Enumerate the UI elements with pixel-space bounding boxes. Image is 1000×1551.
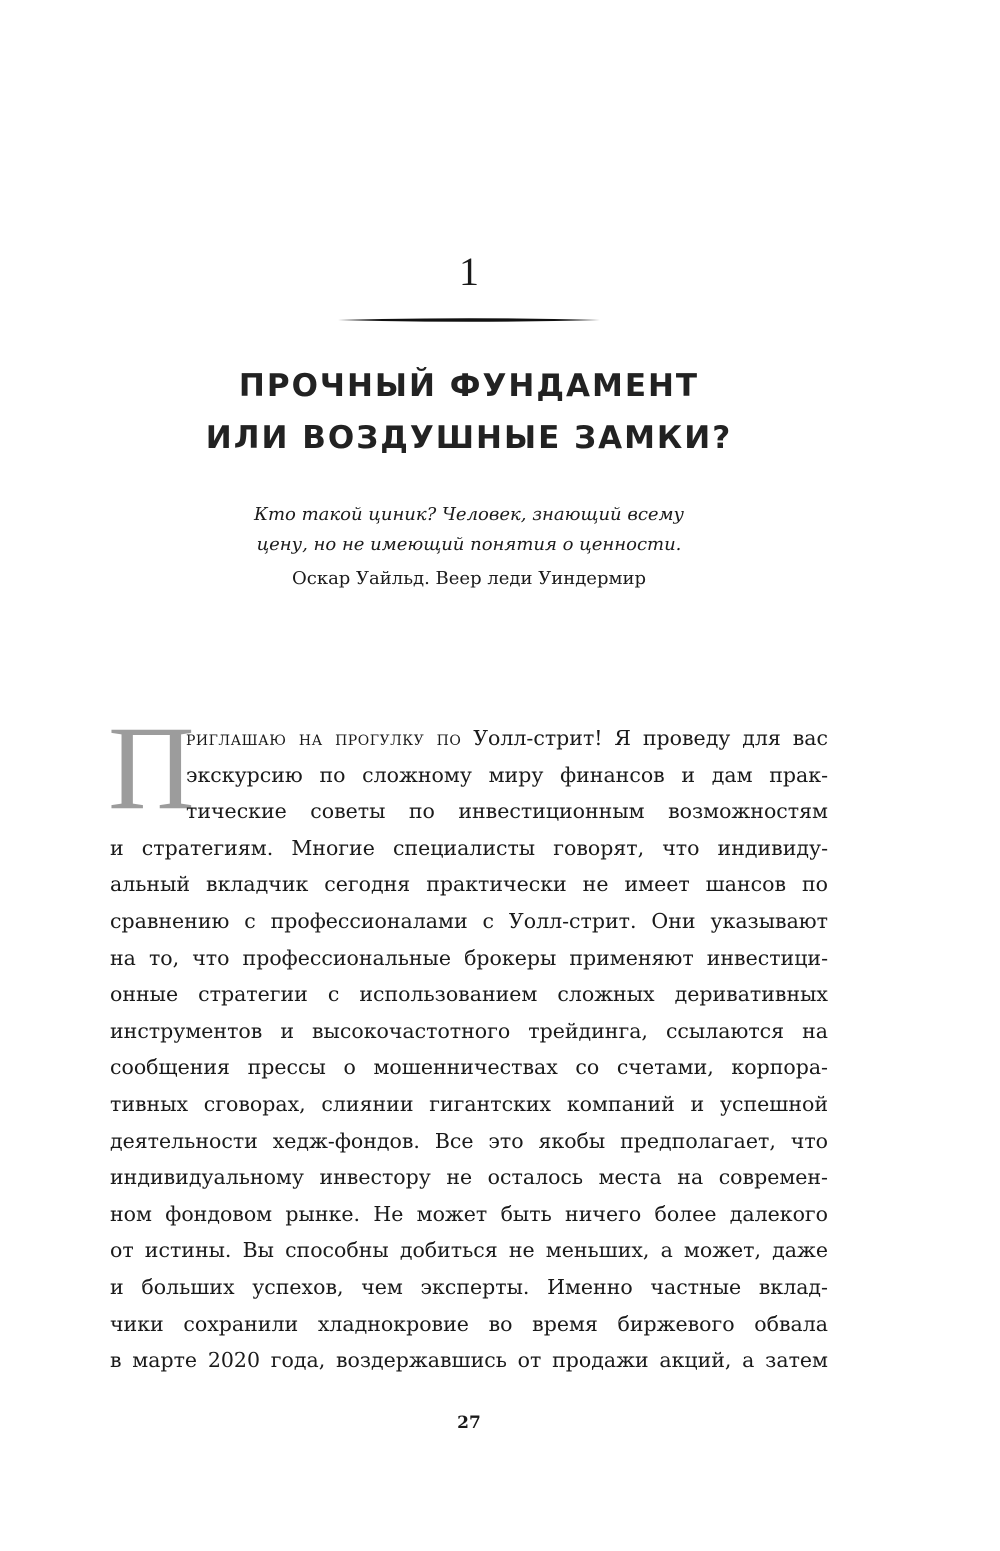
- epigraph-quote-line-2: цену, но не имеющий понятия о ценности.: [256, 534, 682, 555]
- body-line-17: чики сохранили хладнокровие во время биржевого обвала: [110, 1311, 828, 1336]
- drop-cap: П: [108, 701, 195, 834]
- body-line-1-rest: Уолл-стрит! Я проведу для вас: [461, 726, 828, 750]
- body-line-9: инструментов и высокочастотного трейдинга, ссылаются на: [110, 1018, 828, 1043]
- body-line-5: альный вкладчик сегодня практически не имеет шансов по: [110, 872, 828, 897]
- body-line-3: тические советы по инвестиционным возможностям: [186, 799, 828, 824]
- body-line-8: онные стратегии с использованием сложных деривативных: [110, 982, 828, 1007]
- body-line-18: в марте 2020 года, воздержавшись от продажи акций, а затем: [110, 1348, 828, 1373]
- body-paragraph: [110, 720, 828, 1379]
- epigraph-attribution: Оскар Уайльд. Веер леди Уиндермир: [291, 568, 646, 589]
- chapter-title-line-1: ПРОЧНЫЙ ФУНДАМЕНТ: [238, 368, 700, 404]
- body-line-1: [110, 720, 828, 757]
- body-line-6: сравнению с профессионалами с Уолл-стрит. Они указывают: [110, 908, 828, 933]
- body-line-11: тивных сговорах, слиянии гигантских компаний и успешной: [110, 1091, 828, 1116]
- body-line-2: экскурсию по сложному миру финансов и дам прак-: [186, 762, 828, 787]
- epigraph-quote-line-1: Кто такой циник? Человек, знающий всему: [254, 504, 684, 525]
- body-line-16: и больших успехов, чем эксперты. Именно частные вклад-: [110, 1274, 828, 1299]
- chapter-divider-rule: [338, 318, 600, 322]
- body-line-7: на то, что профессиональные брокеры применяют инвестици-: [110, 945, 828, 970]
- body-line-14: ном фондовом рынке. Не может быть ничего более далекого: [110, 1201, 828, 1226]
- chapter-title-line-2: ИЛИ ВОЗДУШНЫЕ ЗАМКИ?: [205, 420, 733, 456]
- epigraph: [0, 500, 938, 594]
- chapter-title: [0, 360, 938, 464]
- page-number: 27: [457, 1413, 481, 1433]
- chapter-number: 1: [459, 249, 479, 294]
- body-line-13: индивидуальному инвестору не осталось места на современ-: [110, 1165, 828, 1190]
- body-line-1-smallcaps: риглашаю на прогулку по: [186, 726, 462, 750]
- body-line-10: сообщения прессы о мошенничествах со счетами, корпора-: [110, 1055, 828, 1080]
- body-line-12: деятельности хедж-фондов. Все это якобы предполагает, что: [110, 1128, 828, 1153]
- body-line-15: от истины. Вы способны добиться не меньших, а может, даже: [110, 1238, 828, 1263]
- body-line-4: и стратегиям. Многие специалисты говорят, что индивиду-: [110, 835, 828, 860]
